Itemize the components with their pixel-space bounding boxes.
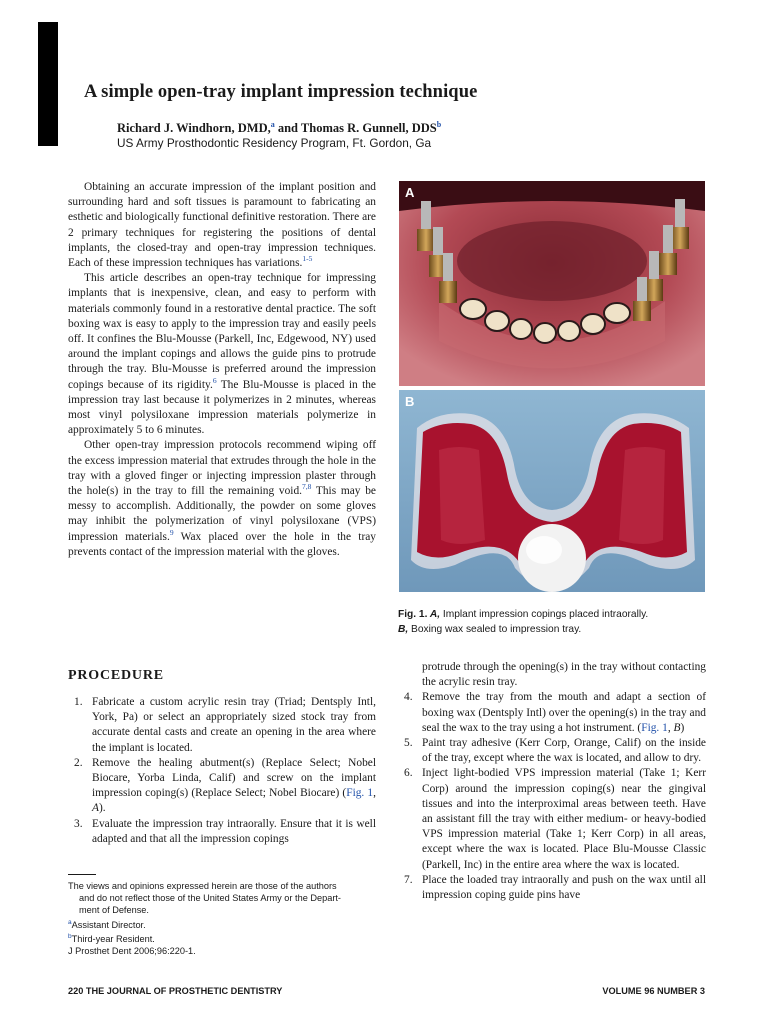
- section-marker-bar: [38, 22, 58, 146]
- procedure-column-right: [398, 660, 706, 903]
- intro-text: [68, 180, 376, 560]
- step-text: Evaluate the impression tray intraorally. Ensure that it is well adapted and that all the impression copings: [92, 817, 376, 845]
- footer-page-journal: 220 THE JOURNAL OF PROSTHETIC DENTISTRY: [68, 986, 283, 996]
- step-number: 4.: [404, 691, 413, 704]
- citation-ref[interactable]: 7,8: [302, 482, 312, 492]
- step-number: 2.: [74, 756, 83, 769]
- affiliation: US Army Prosthodontic Residency Program, Ft. Gordon, Ga: [117, 136, 432, 150]
- intro-paragraph-2: [68, 271, 376, 438]
- citation-ref[interactable]: 1-5: [302, 254, 313, 264]
- figure-panel-ref: A: [92, 802, 99, 815]
- step-text: ,: [667, 721, 674, 734]
- caption-b-letter: B,: [398, 623, 409, 635]
- intro-p3-text-b: This may be messy to accomplish. Additionally, the powder on some gloves may inhibit the polymerization of vinyl polysiloxane (VPS) impression materials.: [68, 485, 376, 543]
- procedure-heading: PROCEDURE: [68, 668, 164, 683]
- figure-panel-a: [399, 181, 705, 386]
- author-2: and Thomas R. Gunnell, DDS: [274, 121, 437, 136]
- footnote-disclaimer: [68, 892, 378, 904]
- procedure-step: [68, 817, 376, 847]
- footnote-a: [68, 917, 378, 931]
- footnote-text: Assistant Director.: [71, 919, 146, 930]
- panel-a-label: A: [405, 185, 415, 200]
- intro-p3-text-c: Wax placed over the hole in the tray prevents contact of the impression material with the gloves.: [68, 530, 376, 558]
- intro-p2-text-b: The Blu-Mousse is placed in the impression tray last because it polymerizes in 2 minutes, whereas most vinyl polysiloxane impression materials polymerize in approximately 5 to 6 minutes.: [68, 378, 376, 437]
- citation-ref[interactable]: 9: [169, 527, 174, 537]
- citation-ref[interactable]: 6: [212, 375, 217, 385]
- caption-a-letter: A,: [427, 609, 441, 620]
- step-text: Remove the tray from the mouth and adapt a section of boxing wax (Dentsply Intl) over the opening(s) in the tray and seal the wax to the tray using a hot instrument. (: [422, 691, 706, 734]
- procedure-step: [398, 690, 706, 736]
- intro-paragraph-1: [68, 180, 376, 271]
- caption-b-text: Boxing wax sealed to impression tray.: [408, 623, 582, 635]
- step-number: 7.: [404, 873, 413, 886]
- intro-p3-text-a: Other open-tray impression protocols recommend wiping off the excess impression material that extrudes through the hole in the tray with a gloved finger or injecting impression plaster through the hole(s) in the tray to fill the remaining void.: [68, 439, 376, 498]
- procedure-step: [398, 766, 706, 872]
- figure-caption: [398, 608, 708, 637]
- disclaimer-line: and do not reflect those of the United States Army or the Depart-: [79, 893, 341, 904]
- step-text: Inject light-bodied VPS impression material (Take 1; Kerr Corp) around the impression coping(s) near the gingival tissues and into the interproximal areas between teeth. Have an assistant fill the tray with either medium- or heavy-bodied VPS impression material (Take 1; Kerr Corp) in all areas, except where the wax is located. Place Blu-Mousse Classic (Parkell, Inc) in the entire area where the wax is located.: [422, 767, 706, 871]
- article-title: A simple open-tray implant impression technique: [84, 82, 478, 102]
- footnote-rule: [68, 874, 96, 875]
- intraoral-photo: [399, 181, 705, 386]
- caption-fig-label: Fig. 1.: [398, 609, 428, 620]
- footnote-b: [68, 931, 378, 945]
- figure-panel-b: [399, 390, 705, 592]
- journal-citation: J Prosthet Dent 2006;96:220-1.: [68, 946, 196, 957]
- step-text: Paint tray adhesive (Kerr Corp, Orange, Calif) on the inside of the tray, except where the wax is located, and allow to dry.: [422, 737, 706, 765]
- procedure-step: [398, 873, 706, 903]
- footnote-disclaimer: [68, 880, 378, 892]
- author-1-affil-marker: a: [270, 120, 275, 129]
- intro-paragraph-3: [68, 438, 376, 560]
- procedure-column-left: [68, 695, 376, 847]
- step-number: 3.: [74, 817, 83, 830]
- figure-panel-ref: B: [673, 721, 681, 734]
- procedure-steps-list: [398, 690, 706, 903]
- procedure-step: [398, 736, 706, 766]
- step-number: 5.: [404, 737, 413, 750]
- intro-p2-text-a: This article describes an open-tray technique for impressing implants that is inexpensive, clean, and easy to perform with materials commonly found in a restorative dental practice. The soft boxing wax is easy to apply to the impression tray and easily peels off. It confines the Blu-Mousse (Parkell, Inc, Edgewood, NY) used around the implant copings and allows the guide pins to protrude through the tray. Blu-Mousse is preferred around the impression copings because of its rigidity.: [68, 272, 376, 391]
- step-text: ,: [373, 787, 376, 800]
- step-text: ): [680, 721, 685, 734]
- step-text: Place the loaded tray intraorally and push on the wax until all impression coping guide pins have: [422, 873, 706, 902]
- step-text: Remove the healing abutment(s) (Replace Select; Nobel Biocare, Yorba Linda, Calif) and screw on the implant impression coping(s) (Replace Select; Nobel Biocare) (: [92, 756, 376, 800]
- intro-p1-text: Obtaining an accurate impression of the implant position and surrounding hard and soft tissues is paramount to fabricating an esthetic and biologically functional definitive restoration. There are 2 primary techniques for registering the positions of dental implants, the closed-tray and open-tray impression techniques. Each of these impression techniques has variations.: [68, 181, 376, 270]
- figure-link[interactable]: Fig. 1: [346, 787, 374, 800]
- footnote-marker: a: [68, 918, 72, 926]
- author-1: Richard J. Windhorn, DMD,: [117, 121, 271, 136]
- figure-link[interactable]: Fig. 1: [641, 721, 668, 734]
- step-text: Fabricate a custom acrylic resin tray (Triad; Dentsply Intl, York, Pa) or select an appropriately sized stock tray from accurate dental casts and create an opening in the area where the implant is located.: [92, 696, 376, 754]
- author-line: [117, 120, 441, 136]
- disclaimer-line: The views and opinions expressed herein are those of the authors: [68, 881, 337, 891]
- footnote-text: Third-year Resident.: [71, 933, 155, 944]
- step-number: 6.: [404, 767, 413, 780]
- step-number: 1.: [74, 696, 83, 708]
- caption-a-text: Implant impression copings placed intraorally.: [440, 609, 649, 620]
- footnote-disclaimer: [68, 904, 378, 916]
- footnote-marker: b: [68, 932, 72, 940]
- procedure-step: [68, 695, 376, 756]
- author-2-affil-marker: b: [436, 120, 442, 129]
- footnotes: [68, 880, 378, 957]
- procedure-step: [68, 756, 376, 817]
- footer-volume: VOLUME 96 NUMBER 3: [602, 986, 705, 996]
- procedure-steps-list: [68, 695, 376, 847]
- procedure-step-continued: protrude through the opening(s) in the tray without contacting the acrylic resin tray.: [422, 661, 706, 689]
- step-text: ).: [98, 802, 106, 815]
- impression-tray-photo: [399, 390, 705, 592]
- figure-1: [399, 181, 705, 592]
- panel-b-label: B: [405, 394, 415, 409]
- disclaimer-line: ment of Defense.: [79, 905, 149, 916]
